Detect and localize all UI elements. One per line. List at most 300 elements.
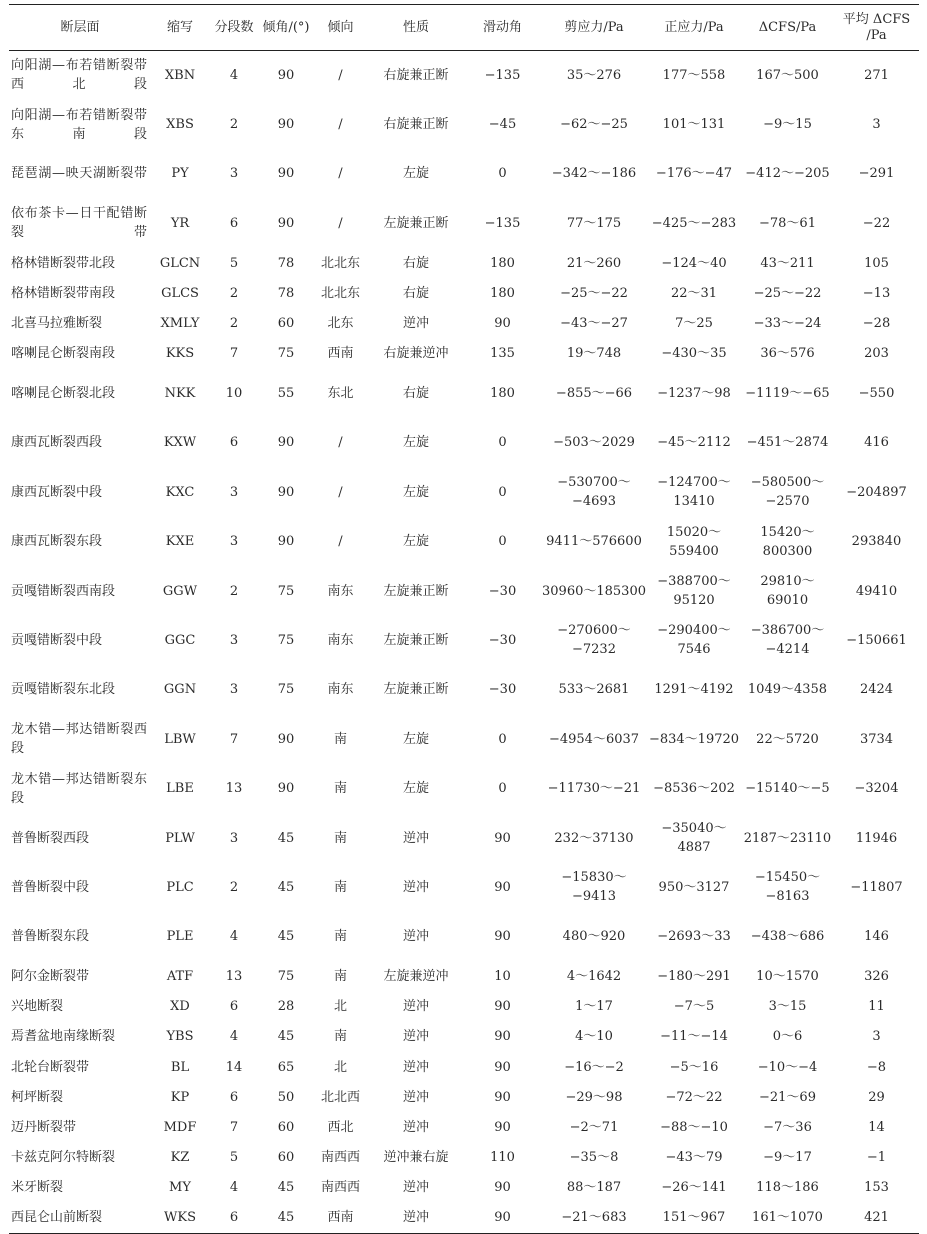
dip-angle-cell: 90 [277, 484, 295, 500]
fault-name-cell: 喀喇昆仑断裂南段 [11, 346, 116, 362]
table-row [9, 51, 919, 100]
normal-stress-cell: −430～35 [661, 346, 727, 362]
segment-count-cell: 7 [229, 731, 239, 747]
table-row [9, 962, 919, 992]
abbreviation-cell: YR [170, 215, 190, 231]
shear-stress-cell: 4～10 [575, 1029, 613, 1045]
table-row [9, 912, 919, 961]
abbreviation-cell: XD [170, 999, 190, 1015]
segment-count-cell: 3 [229, 534, 239, 550]
normal-stress-cell: 101～131 [662, 117, 726, 133]
dip-direction-cell: 南 [333, 879, 347, 895]
shear-stress-cell: −25～−22 [560, 285, 628, 301]
table-row [9, 199, 919, 248]
avg-dcfs-cell: 421 [864, 1210, 889, 1226]
dip-angle-cell: 55 [277, 386, 295, 401]
normal-stress-cell: −124700～13410 [657, 475, 731, 510]
dip-angle-cell: 28 [277, 999, 295, 1015]
slip-angle-cell: 90 [494, 316, 511, 332]
shear-stress-cell: 232～37130 [554, 830, 634, 846]
fault-name-cell: 向阳湖—布若错断裂带西北段 [11, 58, 147, 93]
shear-stress-cell: −270600～−7232 [557, 623, 631, 658]
dcfs-cell: 167～500 [756, 67, 819, 83]
fault-name-cell: 康西瓦断裂中段 [11, 484, 103, 500]
abbreviation-cell: XBS [166, 117, 194, 133]
dcfs-cell: −1119～−65 [745, 386, 830, 401]
nature-cell: 逆冲 [402, 1029, 429, 1045]
abbreviation-cell: YBS [166, 1029, 194, 1045]
abbreviation-cell: PLE [166, 929, 194, 945]
nature-cell: 左旋兼逆冲 [383, 969, 449, 985]
dip-direction-cell: 南西西 [320, 1180, 360, 1196]
nature-cell: 左旋 [402, 166, 429, 182]
avg-dcfs-cell: 14 [868, 1120, 885, 1136]
dip-angle-cell: 90 [277, 435, 295, 451]
dip-direction-cell: 南 [333, 830, 347, 846]
shear-stress-cell: 21～260 [566, 255, 622, 271]
shear-stress-cell: 88～187 [566, 1180, 622, 1196]
dip-angle-cell: 45 [277, 1029, 295, 1045]
avg-dcfs-cell: 11 [868, 999, 885, 1015]
nature-cell: 逆冲 [402, 1210, 429, 1226]
abbreviation-cell: MY [169, 1180, 191, 1196]
segment-count-cell: 3 [229, 682, 239, 698]
fault-name-cell: 普鲁断裂东段 [11, 929, 90, 945]
slip-angle-cell: 10 [494, 969, 511, 985]
avg-dcfs-cell: 11946 [855, 830, 898, 846]
dip-direction-cell: 北 [333, 999, 347, 1015]
abbreviation-cell: GLCN [159, 255, 201, 271]
dip-direction-cell: 西北 [327, 1120, 354, 1136]
fault-name-cell: 向阳湖—布若错断裂带东南段 [11, 107, 147, 142]
segment-count-cell: 3 [229, 830, 239, 846]
table-row [9, 764, 919, 813]
normal-stress-cell: 1291～4192 [654, 682, 734, 698]
dcfs-cell: −9～17 [763, 1150, 812, 1166]
avg-dcfs-cell: −22 [862, 215, 891, 231]
avg-dcfs-cell: −550 [858, 386, 895, 401]
avg-dcfs-cell: 293840 [851, 534, 902, 550]
table-row [9, 863, 919, 912]
dcfs-cell: −7～36 [763, 1120, 812, 1136]
normal-stress-cell: −43～79 [665, 1150, 723, 1166]
shear-stress-cell: 77～175 [566, 215, 622, 231]
slip-angle-cell: 0 [498, 435, 507, 451]
fault-name-cell: 琵琶湖—映天湖断裂带 [11, 166, 147, 182]
nature-cell: 右旋 [402, 255, 429, 271]
fault-name-cell: 北轮台断裂带 [11, 1059, 90, 1075]
nature-cell: 逆冲 [402, 879, 429, 895]
fault-name-cell: 米牙断裂 [11, 1180, 64, 1196]
avg-dcfs-cell: 3 [872, 117, 881, 133]
table-row [9, 1203, 919, 1233]
segment-count-cell: 4 [229, 1180, 239, 1196]
avg-dcfs-cell: 326 [864, 969, 889, 985]
shear-stress-cell: −29～98 [565, 1089, 623, 1105]
slip-angle-cell: −45 [488, 117, 517, 133]
segment-count-cell: 13 [225, 969, 243, 985]
table-row [9, 369, 919, 418]
segment-count-cell: 13 [225, 781, 243, 797]
shear-stress-cell: 35～276 [566, 67, 622, 83]
shear-stress-cell: −16～−2 [564, 1059, 624, 1075]
nature-cell: 右旋 [402, 285, 429, 301]
slip-angle-cell: 0 [498, 781, 507, 797]
abbreviation-cell: ATF [166, 969, 194, 985]
segment-count-cell: 4 [229, 929, 239, 945]
abbreviation-cell: GGW [162, 583, 198, 599]
dip-direction-cell: 南 [333, 731, 347, 747]
shear-stress-cell: 9411～576600 [546, 534, 642, 550]
abbreviation-cell: KKS [165, 346, 195, 362]
nature-cell: 左旋 [402, 781, 429, 797]
shear-stress-cell: −15830～−9413 [561, 870, 627, 905]
shear-stress-cell: −855～−66 [555, 386, 633, 401]
shear-stress-cell: 19～748 [566, 346, 622, 362]
nature-cell: 逆冲 [402, 1180, 429, 1196]
shear-stress-cell: −43～−27 [560, 316, 628, 332]
normal-stress-cell: −5～16 [669, 1059, 719, 1075]
nature-cell: 逆冲 [402, 1059, 429, 1075]
avg-dcfs-cell: −204897 [846, 484, 907, 500]
dip-direction-cell: 北北西 [320, 1089, 360, 1105]
segment-count-cell: 6 [229, 215, 239, 231]
abbreviation-cell: KXE [165, 534, 195, 550]
slip-angle-cell: 90 [494, 1089, 511, 1105]
avg-dcfs-cell: 49410 [855, 583, 898, 599]
dcfs-cell: −580500～−2570 [750, 475, 825, 510]
dip-direction-cell: 南东 [327, 583, 354, 599]
abbreviation-cell: XMLY [160, 316, 200, 332]
slip-angle-cell: 90 [494, 879, 511, 895]
dcfs-cell: 29810～69010 [760, 574, 815, 609]
slip-angle-cell: 0 [498, 166, 507, 182]
table-row [9, 517, 919, 566]
abbreviation-cell: MDF [163, 1120, 197, 1136]
shear-stress-cell: −503～2029 [553, 435, 635, 451]
avg-dcfs-cell: −1 [866, 1150, 887, 1166]
dip-angle-cell: 45 [277, 830, 295, 846]
normal-stress-cell: 151～967 [662, 1210, 726, 1226]
normal-stress-cell: −35040～4887 [661, 821, 727, 856]
fault-name-cell: 格林错断裂带北段 [11, 255, 116, 271]
abbreviation-cell: XBN [164, 67, 196, 83]
dip-direction-cell: / [338, 435, 343, 451]
shear-stress-cell: 533～2681 [558, 682, 630, 698]
dip-angle-cell: 78 [277, 255, 295, 271]
slip-angle-cell: 90 [494, 1210, 511, 1226]
segment-count-cell: 6 [229, 1210, 239, 1226]
shear-stress-cell: −2～71 [569, 1120, 619, 1136]
slip-angle-cell: 90 [494, 1029, 511, 1045]
dip-angle-cell: 45 [277, 1210, 295, 1226]
abbreviation-cell: KXW [163, 435, 197, 451]
abbreviation-cell: GGN [163, 682, 197, 698]
dcfs-cell: 15420～800300 [760, 524, 815, 559]
abbreviation-cell: KXC [165, 484, 195, 500]
abbreviation-cell: GGC [164, 632, 196, 648]
nature-cell: 右旋兼正断 [383, 117, 449, 133]
dcfs-cell: 0～6 [772, 1029, 803, 1045]
dip-direction-cell: 北北东 [320, 285, 360, 301]
header-segment-count: 分段数 [214, 19, 254, 35]
shear-stress-cell: −35～8 [569, 1150, 619, 1166]
normal-stress-cell: −290400～7546 [657, 623, 731, 658]
table-body [9, 51, 919, 1234]
nature-cell: 左旋 [402, 484, 429, 500]
segment-count-cell: 3 [229, 166, 239, 182]
nature-cell: 逆冲兼右旋 [383, 1150, 449, 1166]
avg-dcfs-cell: 29 [868, 1089, 885, 1105]
dip-angle-cell: 90 [277, 166, 295, 182]
dip-direction-cell: / [338, 117, 343, 133]
dip-direction-cell: 西南 [327, 1210, 354, 1226]
normal-stress-cell: −2693～33 [657, 929, 731, 945]
table-row [9, 418, 919, 467]
segment-count-cell: 5 [229, 255, 239, 271]
fault-name-cell: 依布茶卡—日干配错断裂带 [11, 206, 147, 241]
slip-angle-cell: −30 [488, 682, 517, 698]
table-row [9, 339, 919, 369]
dip-direction-cell: 南 [333, 1029, 347, 1045]
shear-stress-cell: 1～17 [575, 999, 613, 1015]
dcfs-cell: 43～211 [760, 255, 815, 271]
dcfs-cell: −78～61 [759, 215, 816, 231]
table-row [9, 566, 919, 615]
nature-cell: 逆冲 [402, 316, 429, 332]
normal-stress-cell: −11～−14 [660, 1029, 728, 1045]
avg-dcfs-cell: 3734 [859, 731, 894, 747]
table-row [9, 100, 919, 149]
dip-direction-cell: 南 [333, 781, 347, 797]
table-row [9, 1173, 919, 1203]
segment-count-cell: 4 [229, 1029, 239, 1045]
dcfs-cell: −412～−205 [745, 166, 830, 182]
normal-stress-cell: −388700～95120 [657, 574, 731, 609]
slip-angle-cell: −30 [488, 583, 517, 599]
avg-dcfs-cell: −291 [858, 166, 895, 182]
avg-dcfs-cell: 146 [864, 929, 889, 945]
shear-stress-cell: −342～−186 [551, 166, 637, 182]
slip-angle-cell: 90 [494, 830, 511, 846]
segment-count-cell: 10 [225, 386, 243, 401]
normal-stress-cell: 7～25 [675, 316, 713, 332]
normal-stress-cell: −7～5 [673, 999, 715, 1015]
table-row [9, 715, 919, 764]
normal-stress-cell: −176～−47 [655, 166, 733, 182]
nature-cell: 逆冲 [402, 1089, 429, 1105]
dcfs-cell: −10～−4 [757, 1059, 818, 1075]
dip-direction-cell: / [338, 215, 343, 231]
slip-angle-cell: 90 [494, 999, 511, 1015]
slip-angle-cell: 180 [490, 386, 515, 401]
abbreviation-cell: BL [170, 1059, 190, 1075]
dip-direction-cell: 北东 [327, 316, 354, 332]
nature-cell: 左旋兼正断 [383, 583, 449, 599]
segment-count-cell: 4 [229, 67, 239, 83]
avg-dcfs-cell: −3204 [854, 781, 899, 797]
abbreviation-cell: PLW [165, 830, 195, 846]
table-row [9, 1022, 919, 1052]
abbreviation-cell: KZ [170, 1150, 190, 1166]
slip-angle-cell: 90 [494, 1120, 511, 1136]
fault-name-cell: 龙木错—邦达错断裂东段 [11, 771, 147, 806]
segment-count-cell: 2 [229, 879, 239, 895]
dip-direction-cell: 西南 [327, 346, 354, 362]
avg-dcfs-cell: −28 [862, 316, 891, 332]
shear-stress-cell: −62～−25 [560, 117, 628, 133]
segment-count-cell: 2 [229, 583, 239, 599]
fault-name-cell: 普鲁断裂中段 [11, 879, 90, 895]
shear-stress-cell: 30960～185300 [542, 583, 646, 599]
avg-dcfs-cell: −13 [862, 285, 891, 301]
dip-angle-cell: 90 [277, 731, 295, 747]
dip-angle-cell: 60 [277, 316, 295, 332]
dip-direction-cell: / [338, 534, 343, 550]
dcfs-cell: −21～69 [759, 1089, 816, 1105]
dip-direction-cell: 南西西 [320, 1150, 360, 1166]
normal-stress-cell: −1237～98 [657, 386, 731, 401]
dip-angle-cell: 75 [277, 682, 295, 698]
table-header [9, 5, 919, 51]
avg-dcfs-cell: 271 [864, 67, 889, 83]
header-dcfs: ΔCFS/Pa [758, 19, 817, 35]
abbreviation-cell: NKK [164, 386, 196, 401]
header-dip-direction: 倾向 [327, 19, 354, 35]
segment-count-cell: 6 [229, 999, 239, 1015]
fault-name-cell: 卡兹克阿尔特断裂 [11, 1150, 116, 1166]
abbreviation-cell: WKS [164, 1210, 196, 1226]
avg-dcfs-cell: 153 [864, 1180, 889, 1196]
fault-name-cell: 康西瓦断裂西段 [11, 435, 103, 451]
avg-dcfs-cell: −11807 [850, 879, 903, 895]
segment-count-cell: 2 [229, 316, 239, 332]
normal-stress-cell: −124～40 [661, 255, 727, 271]
dcfs-cell: 118～186 [756, 1180, 819, 1196]
fault-name-cell: 贡嘎错断裂中段 [11, 632, 103, 648]
table-row [9, 665, 919, 714]
dip-angle-cell: 90 [277, 534, 295, 550]
segment-count-cell: 3 [229, 484, 239, 500]
shear-stress-cell: −11730～−21 [547, 781, 641, 797]
normal-stress-cell: −834～19720 [648, 731, 740, 747]
dcfs-cell: −386700～−4214 [750, 623, 825, 658]
normal-stress-cell: −425～−283 [651, 215, 737, 231]
dip-angle-cell: 90 [277, 215, 295, 231]
dip-angle-cell: 60 [277, 1150, 295, 1166]
abbreviation-cell: GLCS [161, 285, 199, 301]
dip-angle-cell: 90 [277, 781, 295, 797]
header-shear-stress: 剪应力/Pa [564, 19, 624, 35]
shear-stress-cell: 480～920 [562, 929, 626, 945]
dcfs-cell: −33～−24 [753, 316, 822, 332]
table-row [9, 308, 919, 338]
segment-count-cell: 5 [229, 1150, 239, 1166]
dcfs-cell: 36～576 [760, 346, 815, 362]
slip-angle-cell: 180 [490, 255, 515, 271]
dip-direction-cell: 北 [333, 1059, 347, 1075]
table-row [9, 1143, 919, 1173]
dip-angle-cell: 90 [277, 117, 295, 133]
abbreviation-cell: PY [171, 166, 189, 182]
fault-name-cell: 贡嘎错断裂西南段 [11, 583, 116, 599]
dip-direction-cell: / [338, 166, 343, 182]
dcfs-cell: −451～2874 [746, 435, 829, 451]
avg-dcfs-cell: 416 [864, 435, 889, 451]
fault-name-cell: 迈丹断裂带 [11, 1120, 77, 1136]
nature-cell: 右旋兼逆冲 [383, 346, 449, 362]
abbreviation-cell: LBW [164, 731, 196, 747]
dip-direction-cell: 南 [333, 929, 347, 945]
dcfs-cell: −9～15 [763, 117, 812, 133]
nature-cell: 逆冲 [402, 830, 429, 846]
slip-angle-cell: 0 [498, 534, 507, 550]
dcfs-cell: 161～1070 [752, 1210, 823, 1226]
avg-dcfs-cell: −150661 [846, 632, 907, 648]
nature-cell: 逆冲 [402, 999, 429, 1015]
segment-count-cell: 7 [229, 1120, 239, 1136]
normal-stress-cell: 22～31 [670, 285, 718, 301]
fault-name-cell: 西昆仑山前断裂 [11, 1210, 103, 1226]
fault-name-cell: 格林错断裂带南段 [11, 285, 116, 301]
nature-cell: 左旋 [402, 731, 429, 747]
nature-cell: 左旋兼正断 [383, 682, 449, 698]
nature-cell: 左旋 [402, 534, 429, 550]
shear-stress-cell: −530700～−4693 [557, 475, 631, 510]
dcfs-cell: 3～15 [768, 999, 807, 1015]
table-row [9, 992, 919, 1022]
abbreviation-cell: PLC [166, 879, 194, 895]
slip-angle-cell: 0 [498, 731, 507, 747]
avg-dcfs-cell: 3 [872, 1029, 881, 1045]
table-row [9, 1112, 919, 1142]
fault-name-cell: 兴地断裂 [11, 999, 64, 1015]
shear-stress-cell: 4～1642 [566, 969, 622, 985]
dcfs-cell: 10～1570 [756, 969, 819, 985]
normal-stress-cell: −180～291 [657, 969, 731, 985]
dcfs-cell: −438～686 [750, 929, 825, 945]
dcfs-cell: −25～−22 [753, 285, 822, 301]
nature-cell: 右旋 [402, 386, 429, 401]
dip-direction-cell: 南东 [327, 682, 354, 698]
slip-angle-cell: −30 [488, 632, 517, 648]
slip-angle-cell: 135 [490, 346, 515, 362]
segment-count-cell: 6 [229, 435, 239, 451]
nature-cell: 逆冲 [402, 929, 429, 945]
avg-dcfs-cell: 105 [864, 255, 889, 271]
normal-stress-cell: −26～141 [661, 1180, 727, 1196]
fault-name-cell: 柯坪断裂 [11, 1089, 64, 1105]
normal-stress-cell: 15020～559400 [666, 524, 722, 559]
nature-cell: 左旋 [402, 435, 429, 451]
slip-angle-cell: −135 [484, 215, 521, 231]
normal-stress-cell: −72～22 [665, 1089, 723, 1105]
slip-angle-cell: 90 [494, 929, 511, 945]
dip-angle-cell: 78 [277, 285, 295, 301]
header-fault-plane: 断层面 [60, 19, 100, 35]
dcfs-cell: 22～5720 [756, 731, 819, 747]
shear-stress-cell: −4954～6037 [548, 731, 640, 747]
slip-angle-cell: 90 [494, 1180, 511, 1196]
dip-angle-cell: 75 [277, 583, 295, 599]
slip-angle-cell: −135 [484, 67, 521, 83]
segment-count-cell: 2 [229, 117, 239, 133]
fault-name-cell: 北喜马拉雅断裂 [11, 316, 103, 332]
avg-dcfs-cell: 203 [864, 346, 889, 362]
slip-angle-cell: 0 [498, 484, 507, 500]
dip-angle-cell: 60 [277, 1120, 295, 1136]
normal-stress-cell: −8536～202 [653, 781, 735, 797]
